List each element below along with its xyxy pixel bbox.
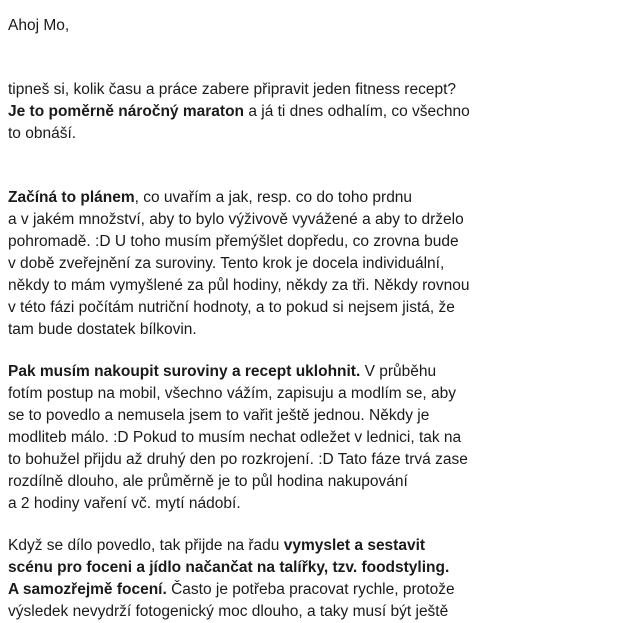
text-fragment: , co uvařím a jak, resp. co do toho prdnu xyxy=(134,189,413,206)
greeting: Ahoj Mo, xyxy=(8,17,70,34)
text-line xyxy=(8,557,628,579)
paragraph-cooking xyxy=(8,361,628,515)
text-line xyxy=(8,579,628,601)
text-line: a 2 hodiny vaření vč. mytí nádobí. xyxy=(8,495,241,512)
text-fragment: Často je potřeba pracovat rychle, protože xyxy=(166,581,455,598)
text-line: to bohužel přijdu až druhý den po rozkrojení. :D Tato fáze trvá zase xyxy=(8,451,468,468)
bold-phrase: Začíná to plánem xyxy=(8,189,135,206)
text-fragment: a já ti dnes odhalím, co všechno xyxy=(244,103,470,120)
paragraph-planning xyxy=(8,187,628,341)
text-line xyxy=(8,101,628,123)
text-line: pohromadě. :D U toho musím přemýšlet dopředu, co zrovna bude xyxy=(8,233,459,250)
paragraph-intro xyxy=(8,79,628,145)
text-line: to obnáší. xyxy=(8,125,77,142)
bold-phrase: vymyslet a sestavit xyxy=(283,537,426,554)
text-line: tipneš si, kolik času a práce zabere připravit jeden fitness recept? xyxy=(8,81,457,98)
paragraph-styling xyxy=(8,535,628,623)
text-line: fotím postup na mobil, všechno vážím, zapisuju a modlím se, aby xyxy=(8,385,456,402)
text-line: tam bude dostatek bílkovin. xyxy=(8,321,197,338)
bold-phrase: Pak musím nakoupit suroviny a recept uklohnit. xyxy=(8,363,361,380)
text-line: rozdílně dlouho, ale průměrně je to půl hodina nakupování xyxy=(8,473,408,490)
text-fragment: Když se dílo povedlo, tak přijde na řadu xyxy=(8,537,284,554)
text-line: modliteb málo. :D Pokud to musím nechat odležet v lednici, tak na xyxy=(8,429,462,446)
bold-phrase: A samozřejmě focení. xyxy=(8,581,167,598)
text-line xyxy=(8,361,628,383)
text-line: v této fázi počítám nutriční hodnoty, a to pokud si nejsem jistá, že xyxy=(8,299,455,316)
email-body xyxy=(8,15,628,623)
text-line: výsledek nevydrží fotogenický moc dlouho, a taky musí být ještě xyxy=(8,603,449,620)
text-line xyxy=(8,187,628,209)
text-line xyxy=(8,535,628,557)
text-line: v době zveřejnění za suroviny. Tento krok je docela individuální, xyxy=(8,255,445,272)
text-line: někdy to mám vymyšlené za půl hodiny, někdy za tři. Někdy rovnou xyxy=(8,277,470,294)
bold-phrase: Je to poměrně náročný maraton xyxy=(8,103,245,120)
text-fragment: V průběhu xyxy=(360,363,437,380)
text-line: a v jakém množství, aby to bylo výživově vyvážené a aby to drželo xyxy=(8,211,464,228)
bold-phrase: scénu pro foceni a jídlo načančat na talířky, tzv. foodstyling. xyxy=(8,559,450,576)
text-line: se to povedlo a nemusela jsem to vařit ještě jednou. Někdy je xyxy=(8,407,430,424)
